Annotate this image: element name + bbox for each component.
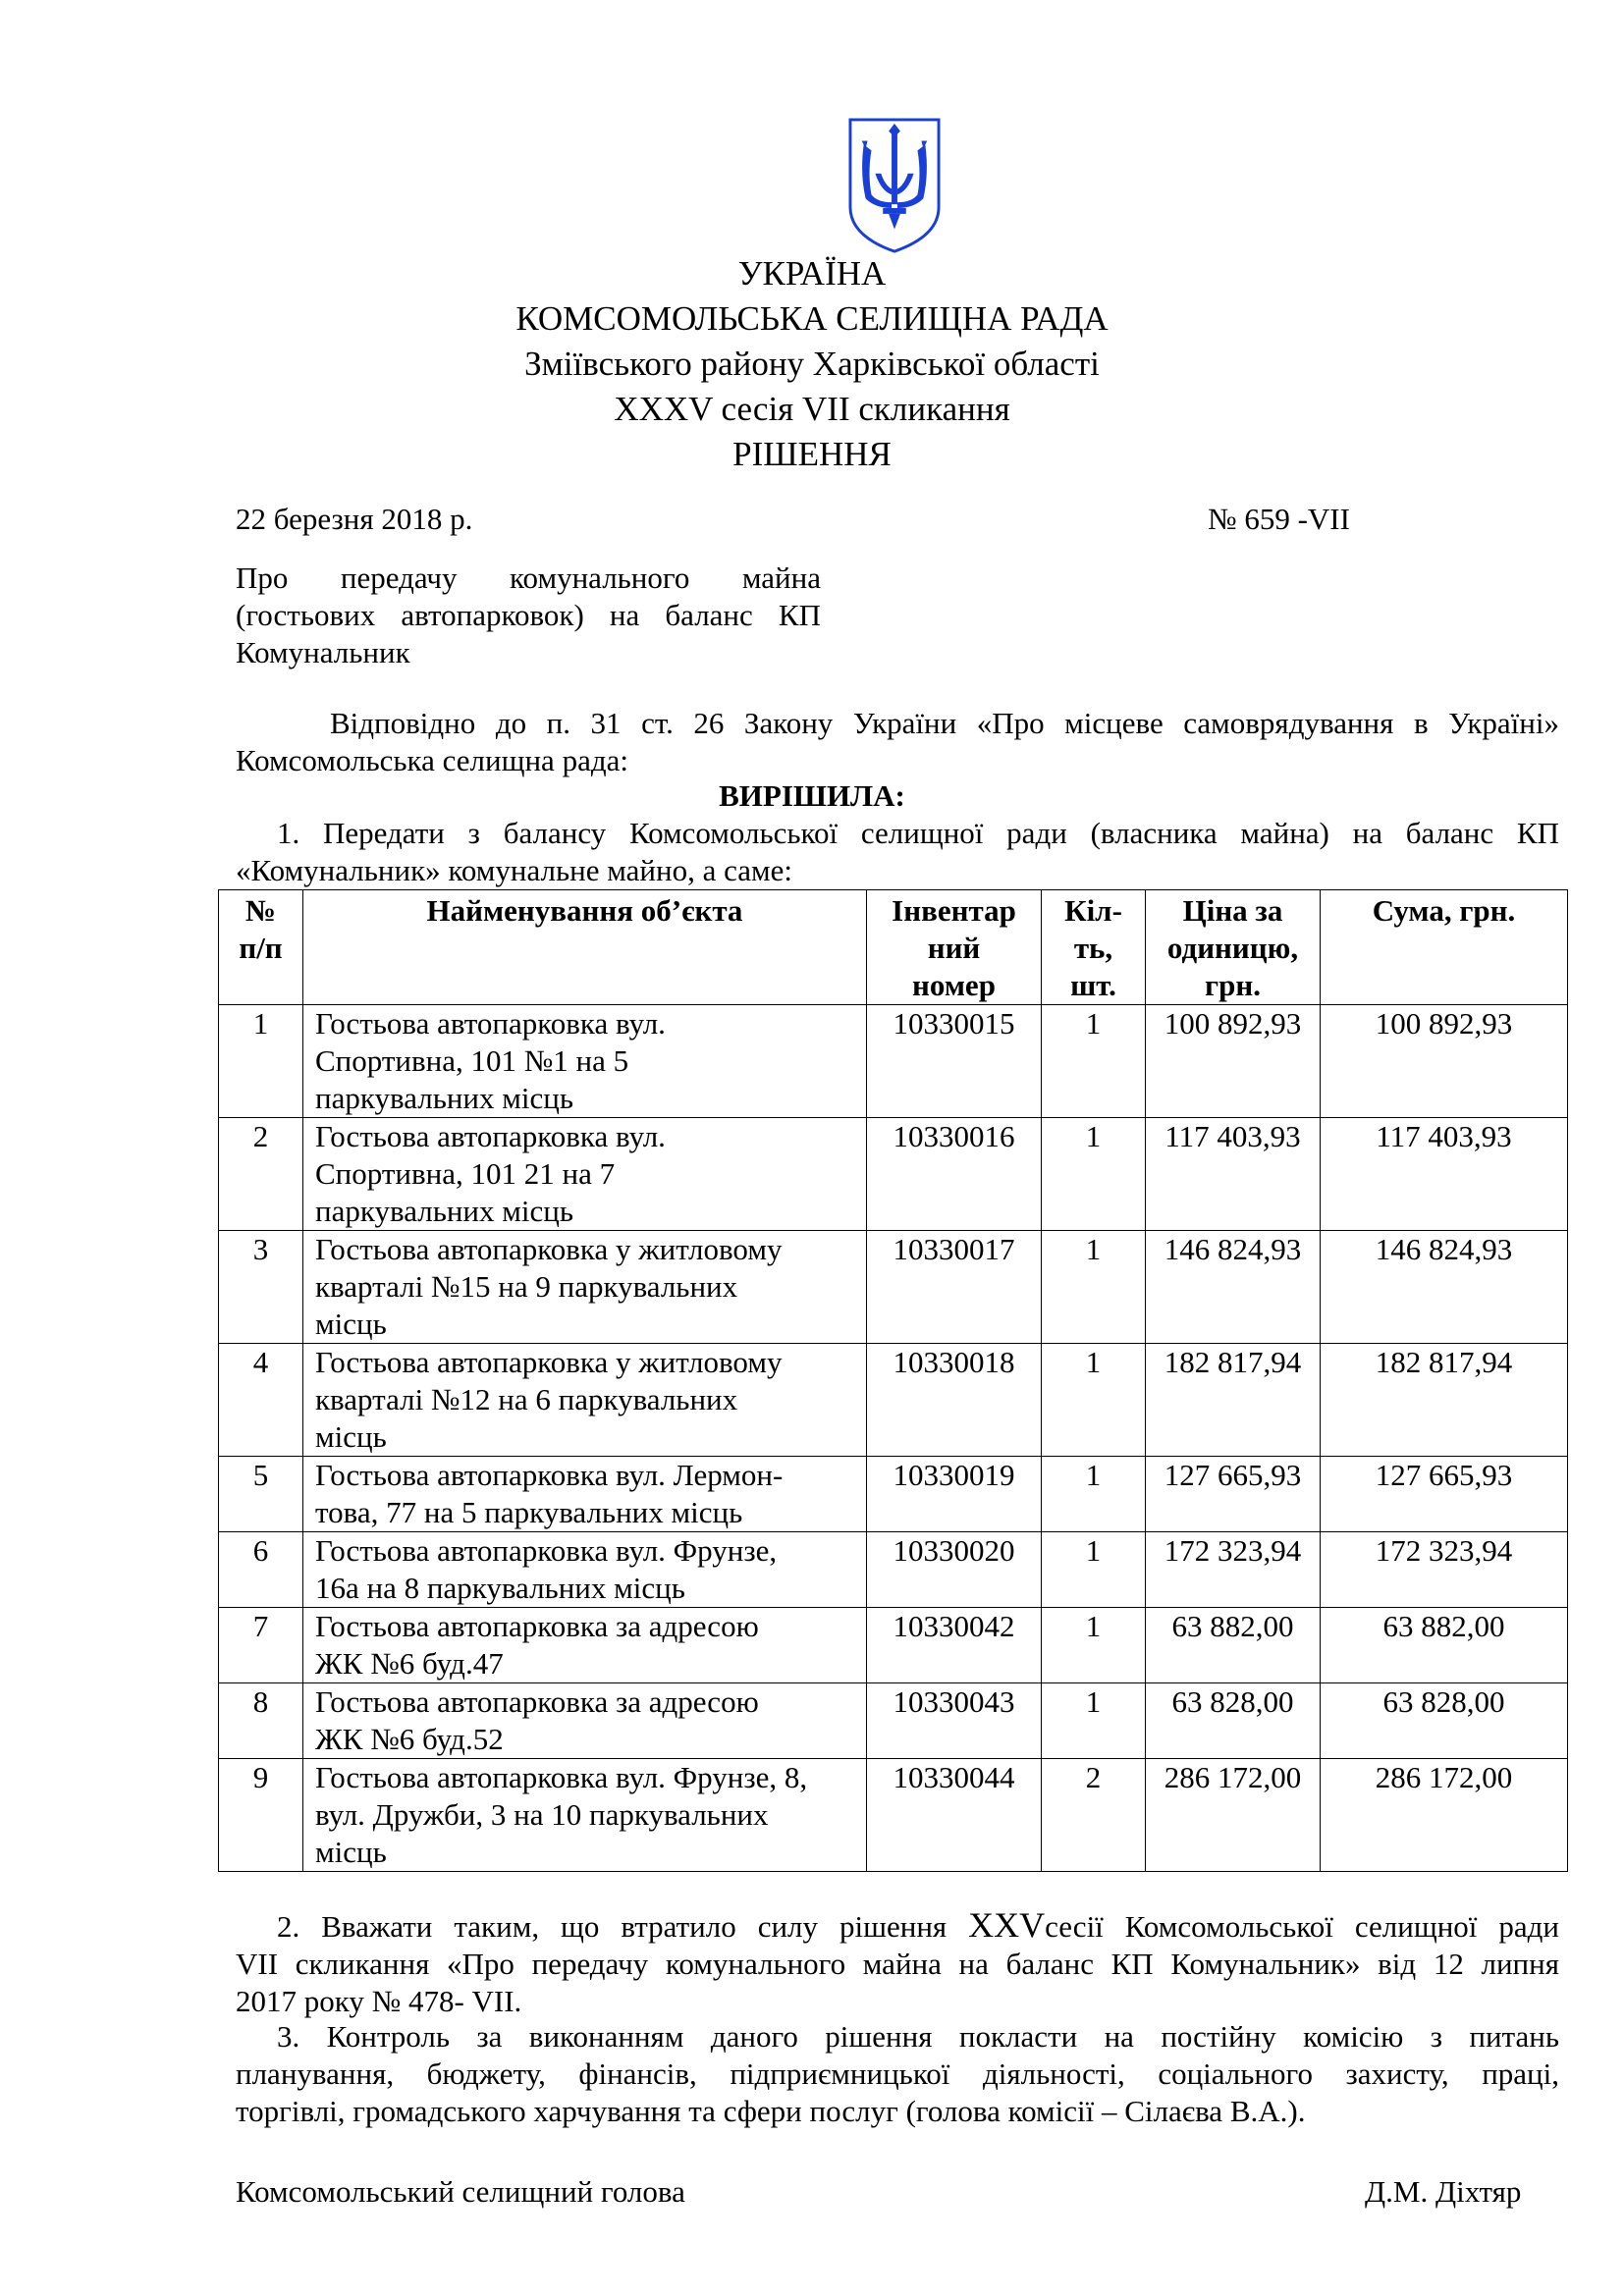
row-name: Гостьова автопарковка за адресою ЖК №6 буд.47 [303, 1608, 867, 1683]
row-name: Гостьова автопарковка у житловому кварталі №12 на 6 паркувальних місць [303, 1344, 867, 1457]
row-quantity: 1 [1042, 1005, 1146, 1118]
row-name: Гостьова автопарковка вул. Фрунзе, 16а на 8 паркувальних місць [303, 1532, 867, 1608]
row-price: 117 403,93 [1146, 1118, 1321, 1231]
row-num: 9 [219, 1759, 303, 1872]
row-inventory: 10330019 [867, 1457, 1042, 1532]
point-2-paragraph [236, 1906, 1559, 2020]
subject-line: (гостьових автопарковок) на баланс КП [236, 598, 821, 632]
decision-date: 22 березня 2018 р. [236, 502, 473, 536]
row-sum: 146 824,93 [1321, 1231, 1568, 1344]
row-name: Гостьова автопарковка вул. Лермон- това, 77 на 5 паркувальних місць [303, 1457, 867, 1532]
table-row [219, 1759, 1568, 1872]
row-inventory: 10330020 [867, 1532, 1042, 1608]
row-inventory: 10330018 [867, 1344, 1042, 1457]
trident-coat-of-arms-icon [846, 116, 943, 255]
row-sum: 117 403,93 [1321, 1118, 1568, 1231]
point-3-line: торгівлі, громадського харчування та сфери послуг (голова комісії – Сілаєва В.А.). [236, 2094, 1306, 2128]
row-quantity: 1 [1042, 1344, 1146, 1457]
point-1-paragraph [236, 815, 1559, 889]
table-row [219, 1457, 1568, 1532]
row-price: 182 817,94 [1146, 1344, 1321, 1457]
header-district: Зміївського району Харківської області [524, 345, 1100, 383]
row-sum: 182 817,94 [1321, 1344, 1568, 1457]
row-price: 100 892,93 [1146, 1005, 1321, 1118]
header-name: Найменування об’єкта [303, 890, 867, 1005]
header-inventory: Інвентар ний номер [867, 890, 1042, 1005]
row-price: 286 172,00 [1146, 1759, 1321, 1872]
row-quantity: 1 [1042, 1683, 1146, 1759]
property-table [218, 889, 1568, 1872]
subject-line: Про передачу комунального майна [236, 561, 821, 595]
signatory-name: Д.М. Діхтяр [1365, 2174, 1522, 2209]
header-sum: Сума, грн. [1321, 890, 1568, 1005]
row-quantity: 1 [1042, 1532, 1146, 1608]
row-num: 2 [219, 1118, 303, 1231]
point-2-line: 2. Вважати таким, що втратило силу рішення XXVсесії Комсомольської селищної ради [277, 1905, 1559, 1945]
point-3-paragraph [236, 2018, 1559, 2130]
row-inventory: 10330044 [867, 1759, 1042, 1872]
row-name: Гостьова автопарковка за адресою ЖК №6 буд.52 [303, 1683, 867, 1759]
row-name: Гостьова автопарковка вул. Спортивна, 101 №1 на 5 паркувальних місць [303, 1005, 867, 1118]
document-type: РІШЕННЯ [732, 435, 892, 473]
intro-line: Комсомольська селищна рада: [236, 743, 628, 777]
row-name: Гостьова автопарковка вул. Спортивна, 101 21 на 7 паркувальних місць [303, 1118, 867, 1231]
row-name: Гостьова автопарковка вул. Фрунзе, 8, вул. Дружби, 3 на 10 паркувальних місць [303, 1759, 867, 1872]
table-row [219, 1118, 1568, 1231]
header-price: Ціна за одиницю, грн. [1146, 890, 1321, 1005]
table-row [219, 1231, 1568, 1344]
intro-paragraph [236, 705, 1559, 779]
point-2-line: VII скликання «Про передачу комунального майна на баланс КП Комунальник» від 12 липня [236, 1947, 1559, 1981]
table-row [219, 1683, 1568, 1759]
row-num: 1 [219, 1005, 303, 1118]
row-quantity: 1 [1042, 1608, 1146, 1683]
row-inventory: 10330042 [867, 1608, 1042, 1683]
row-price: 146 824,93 [1146, 1231, 1321, 1344]
row-num: 6 [219, 1532, 303, 1608]
point-2-line: 2017 року № 478- VII. [236, 1984, 522, 2018]
row-num: 5 [219, 1457, 303, 1532]
row-price: 63 828,00 [1146, 1683, 1321, 1759]
row-num: 4 [219, 1344, 303, 1457]
row-quantity: 1 [1042, 1457, 1146, 1532]
row-sum: 172 323,94 [1321, 1532, 1568, 1608]
row-quantity: 1 [1042, 1231, 1146, 1344]
subject-line: Комунальник [236, 635, 410, 669]
row-num: 3 [219, 1231, 303, 1344]
row-inventory: 10330016 [867, 1118, 1042, 1231]
point-3-line: планування, бюджету, фінансів, підприємницької діяльності, соціального захисту, праці, [236, 2056, 1559, 2091]
row-price: 172 323,94 [1146, 1532, 1321, 1608]
row-inventory: 10330017 [867, 1231, 1042, 1344]
header-council: КОМСОМОЛЬСЬКА СЕЛИЩНА РАДА [515, 299, 1109, 338]
intro-line: Відповідно до п. 31 ст. 26 Закону України «Про місцеве самоврядування в Україні» [330, 706, 1559, 740]
row-price: 127 665,93 [1146, 1457, 1321, 1532]
table-row [219, 1344, 1568, 1457]
row-quantity: 1 [1042, 1118, 1146, 1231]
row-num: 8 [219, 1683, 303, 1759]
table-row [219, 1005, 1568, 1118]
header-num: № п/п [219, 890, 303, 1005]
header-country: УКРАЇНА [737, 254, 887, 293]
row-sum: 286 172,00 [1321, 1759, 1568, 1872]
session-roman-numeral: XXV [968, 1905, 1046, 1945]
row-sum: 127 665,93 [1321, 1457, 1568, 1532]
decision-subject [236, 560, 821, 671]
row-quantity: 2 [1042, 1759, 1146, 1872]
point-1-line: «Комунальник» комунальне майно, а саме: [236, 853, 792, 887]
header-session: XXXV сесія VII скликання [614, 390, 1010, 428]
decision-number: № 659 -VII [1208, 502, 1350, 536]
table-row [219, 1608, 1568, 1683]
row-sum: 63 828,00 [1321, 1683, 1568, 1759]
point-1-line: 1. Передати з балансу Комсомольської селищної ради (власника майна) на баланс КП [277, 816, 1559, 850]
row-price: 63 882,00 [1146, 1608, 1321, 1683]
row-sum: 63 882,00 [1321, 1608, 1568, 1683]
row-sum: 100 892,93 [1321, 1005, 1568, 1118]
row-inventory: 10330043 [867, 1683, 1042, 1759]
row-name: Гостьова автопарковка у житловому кварталі №15 на 9 паркувальних місць [303, 1231, 867, 1344]
row-inventory: 10330015 [867, 1005, 1042, 1118]
table-row [219, 1532, 1568, 1608]
table-header-row [219, 890, 1568, 1005]
signatory-title: Комсомольський селищний голова [236, 2174, 685, 2209]
point-3-line: 3. Контроль за виконанням даного рішення покласти на постійну комісію з питань [277, 2019, 1559, 2054]
resolved-heading: ВИРІШИЛА: [719, 778, 905, 813]
header-quantity: Кіл- ть, шт. [1042, 890, 1146, 1005]
row-num: 7 [219, 1608, 303, 1683]
